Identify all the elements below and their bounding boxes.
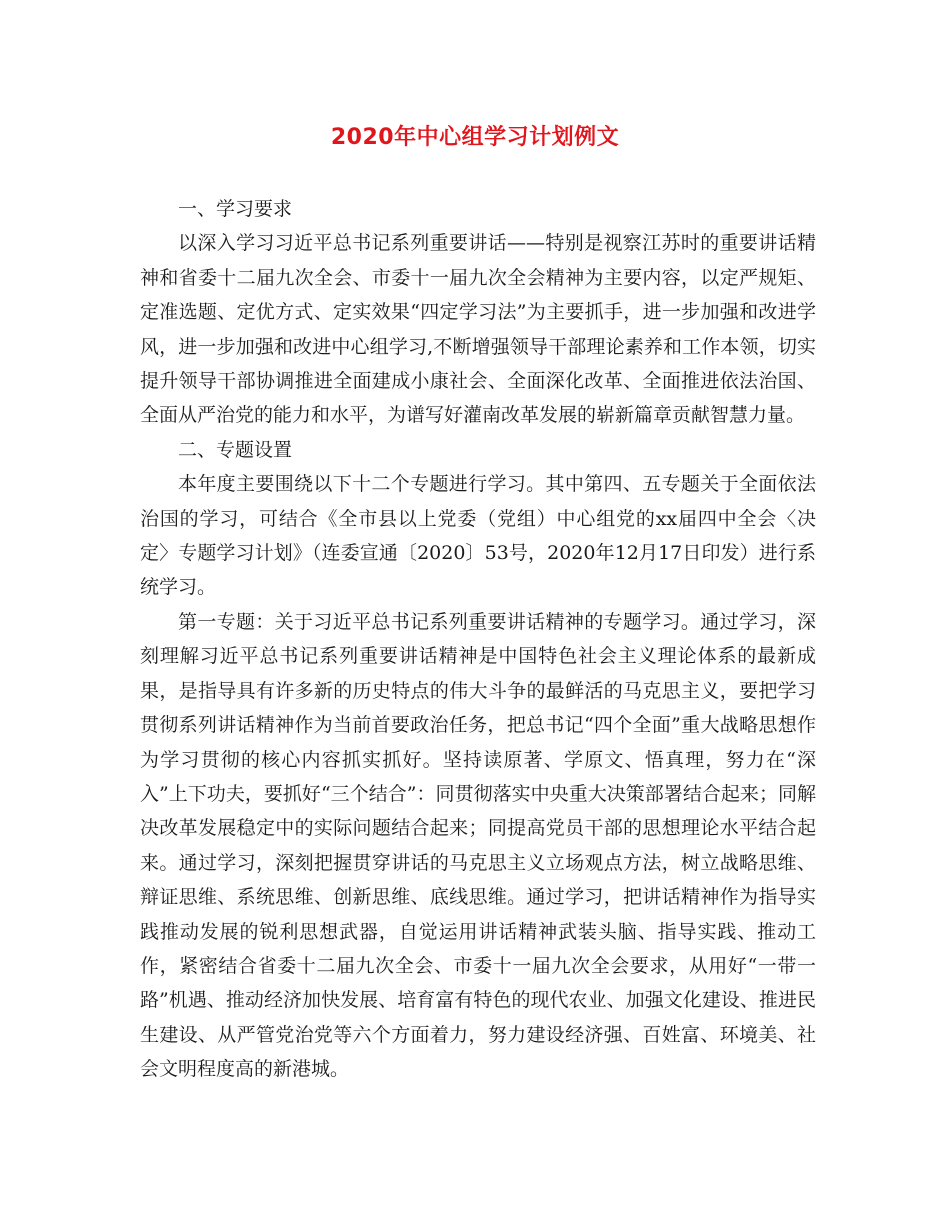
document-body: [140, 192, 816, 1087]
document-title: 2020年中心组学习计划例文: [330, 125, 620, 150]
paragraph-first-topic: 第一专题：关于习近平总书记系列重要讲话精神的专题学习。通过学习，深刻理解习近平总书记系列重要讲话精神是中国特色社会主义理论体系的最新成果，是指导具有许多新的历史特点的伟大斗争的最鲜活的马克思主义，要把学习贯彻系列讲话精神作为当前首要政治任务，把总书记“四个全面”重大战略思想作为学习贯彻的核心内容抓实抓好。坚持读原著、学原文、悟真理，努力在“深入”上下功夫，要抓好“三个结合”：同贯彻落实中央重大决策部署结合起来；同解决改革发展稳定中的实际问题结合起来；同提高党员干部的思想理论水平结合起来。通过学习，深刻把握贯穿讲话的马克思主义立场观点方法，树立战略思维、辩证思维、系统思维、创新思维、底线思维。通过学习，把讲话精神作为指导实践推动发展的锐利思想武器，自觉运用讲话精神武装头脑、指导实践、推动工作，紧密结合省委十二届九次全会、市委十一届九次全会要求，从用好“一带一路”机遇、推动经济加快发展、培育富有特色的现代农业、加强文化建设、推进民生建设、从严管党治党等六个方面着力，努力建设经济强、百姓富、环境美、社会文明程度高的新港城。: [140, 610, 816, 1081]
paragraph-topic-settings: 本年度主要围绕以下十二个专题进行学习。其中第四、五专题关于全面依法治国的学习，可结合《全市县以上党委（党组）中心组党的xx届四中全会〈决定〉专题学习计划》（连委宣通〔2020〕53号，2020年12月17日印发）进行系统学习。: [140, 473, 816, 599]
heading-topic-settings: 二、专题设置: [178, 438, 293, 461]
heading-study-requirements: 一、学习要求: [178, 198, 293, 220]
paragraph-study-requirements: 以深入学习习近平总书记系列重要讲话——特别是视察江苏时的重要讲话精神和省委十二届九次全会、市委十一届九次全会精神为主要内容，以定严规矩、定准选题、定优方式、定实效果“四定学习法”为主要抓手，进一步加强和改进学风，进一步加强和改进中心组学习,不断增强领导干部理论素养和工作本领，切实提升领导干部协调推进全面建成小康社会、全面深化改革、全面推进依法治国、全面从严治党的能力和水平，为谱写好灌南改革发展的崭新篇章贡献智慧力量。: [140, 232, 816, 427]
